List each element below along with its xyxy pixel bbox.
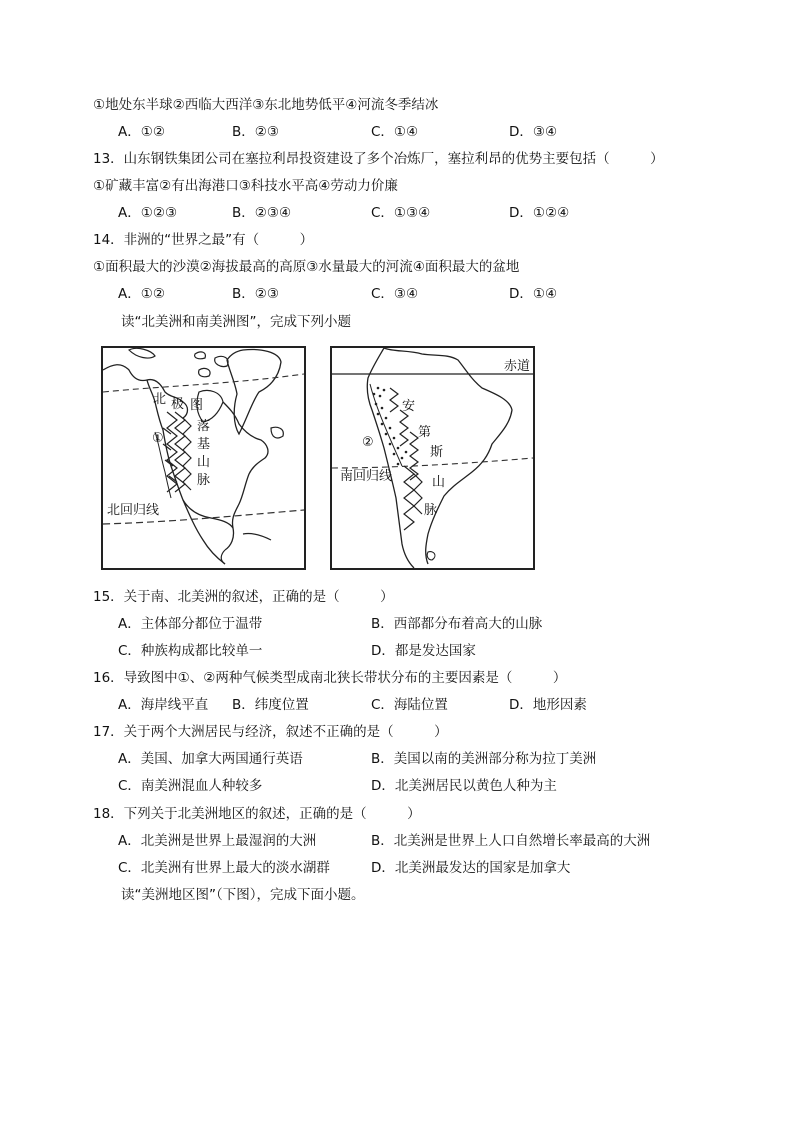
andes-label-di: 第	[418, 425, 432, 440]
q16-option-c[interactable]: C．海陆位置	[371, 697, 448, 713]
q12-option-b[interactable]: B．②③	[232, 124, 279, 140]
q13-option-c[interactable]: C．①③④	[371, 205, 431, 221]
q15-option-a[interactable]: A．主体部分都位于温带	[118, 616, 263, 632]
andes-label-mai: 脉	[424, 503, 438, 518]
q13-items: ①矿藏丰富②有出海港口③科技水平高④劳动力价廉	[93, 178, 398, 194]
q18-option-b[interactable]: B．北美洲是世界上人口自然增长率最高的大洲	[371, 833, 651, 849]
rocky-label-mai: 脉	[197, 473, 211, 488]
q17-option-a[interactable]: A．美国、加拿大两国通行英语	[118, 751, 303, 767]
q17-option-c[interactable]: C．南美洲混血人种较多	[118, 778, 263, 794]
q15-stem: 15．关于南、北美洲的叙述，正确的是（ ）	[93, 589, 394, 605]
q17-option-d[interactable]: D．北美洲居民以黄色人种为主	[371, 778, 557, 794]
climate-zone-2-label: ②	[362, 435, 374, 450]
andes-label-si: 斯	[430, 445, 444, 460]
q15-option-d[interactable]: D．都是发达国家	[371, 643, 476, 659]
q18-option-a[interactable]: A．北美洲是世界上最湿润的大洲	[118, 833, 317, 849]
q12-items: ①地处东半球②西临大西洋③东北地势低平④河流冬季结冰	[93, 97, 439, 113]
rocky-label-shan: 山	[197, 455, 211, 470]
intro-america-map: 读“美洲地区图”（下图），完成下面小题。	[121, 887, 365, 903]
north-america-label-bei: 北	[153, 392, 167, 407]
q14-option-a[interactable]: A．①②	[118, 286, 165, 302]
q12-option-a[interactable]: A．①②	[118, 124, 165, 140]
q14-option-b[interactable]: B．②③	[232, 286, 279, 302]
climate-zone-1-label: ①	[152, 431, 164, 446]
q16-option-a[interactable]: A．海岸线平直	[118, 697, 209, 713]
tropic-of-cancer-label: 北回归线	[107, 503, 160, 518]
q13-stem: 13．山东钢铁集团公司在塞拉利昂投资建设了多个冶炼厂，塞拉利昂的优势主要包括（ ）	[93, 151, 664, 167]
q13-option-a[interactable]: A．①②③	[118, 205, 178, 221]
rocky-label-luo: 落	[197, 419, 211, 434]
q18-stem: 18．下列关于北美洲地区的叙述，正确的是（ ）	[93, 806, 421, 822]
q15-option-c[interactable]: C．种族构成都比较单一	[118, 643, 263, 659]
q12-option-c[interactable]: C．①④	[371, 124, 419, 140]
andes-label-an: 安	[402, 399, 416, 414]
rocky-label-ji: 基	[197, 437, 211, 452]
q13-option-d[interactable]: D．①②④	[509, 205, 570, 221]
q16-stem: 16．导致图中①、②两种气候类型成南北狭长带状分布的主要因素是（ ）	[93, 670, 567, 686]
north-america-label-ji: 极	[171, 397, 185, 412]
q12-option-d[interactable]: D．③④	[509, 124, 558, 140]
q15-option-b[interactable]: B．西部都分布着高大的山脉	[371, 616, 543, 632]
q16-option-d[interactable]: D．地形因素	[509, 697, 587, 713]
tropic-of-capricorn-label: 南回归线	[340, 469, 393, 484]
andes-label-shan: 山	[432, 475, 446, 490]
q18-option-d[interactable]: D．北美洲最发达的国家是加拿大	[371, 860, 571, 876]
q13-option-b[interactable]: B．②③④	[232, 205, 292, 221]
intro-north-south-america: 读“北美洲和南美洲图”，完成下列小题	[121, 314, 351, 330]
q14-option-d[interactable]: D．①④	[509, 286, 558, 302]
north-america-label-tu: 图	[190, 398, 204, 413]
q17-stem: 17．关于两个大洲居民与经济，叙述不正确的是（ ）	[93, 724, 448, 740]
q18-option-c[interactable]: C．北美洲有世界上最大的淡水湖群	[118, 860, 330, 876]
q14-items: ①面积最大的沙漠②海拔最高的高原③水量最大的河流④面积最大的盆地	[93, 259, 520, 275]
q17-option-b[interactable]: B．美国以南的美洲部分称为拉丁美洲	[371, 751, 597, 767]
q14-stem: 14．非洲的“世界之最”有（ ）	[93, 232, 314, 248]
q14-option-c[interactable]: C．③④	[371, 286, 419, 302]
equator-label: 赤道	[504, 359, 531, 374]
south-america-map	[330, 346, 535, 570]
q16-option-b[interactable]: B．纬度位置	[232, 697, 309, 713]
north-america-map	[101, 346, 306, 570]
